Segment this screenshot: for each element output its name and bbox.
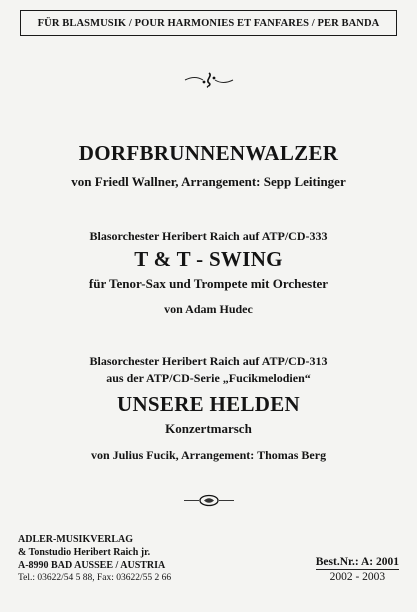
- publisher-phone: Tel.: 03622/54 5 88, Fax: 03622/55 2 66: [18, 573, 172, 583]
- piece3-series: aus der ATP/CD-Serie „Fucikmelodien“: [106, 371, 311, 385]
- piece2-credit: von Adam Hudec: [164, 302, 253, 316]
- order-years: 2002 - 2003: [329, 571, 386, 583]
- publisher-name: ADLER-MUSIKVERLAG: [18, 534, 134, 545]
- category-banner: [20, 10, 397, 36]
- publisher-logo-icon: [183, 494, 235, 507]
- piece2-source: Blasorchester Heribert Raich auf ATP/CD-333: [89, 229, 328, 243]
- publisher-address: A-8990 BAD AUSSEE / AUSTRIA: [18, 560, 166, 571]
- piece1-title: DORFBRUNNENWALZER: [78, 141, 339, 165]
- piece3-subtitle: Konzertmarsch: [165, 421, 252, 436]
- piece2-title: T & T - SWING: [134, 247, 283, 271]
- publisher-block: [18, 533, 171, 585]
- publisher-studio: & Tonstudio Heribert Raich jr.: [18, 547, 151, 558]
- category-banner-text: FÜR BLASMUSIK / POUR HARMONIES ET FANFARES / PER BANDA: [37, 17, 380, 29]
- order-number: Best.Nr.: A: 2001: [315, 556, 399, 568]
- piece3-title: UNSERE HELDEN: [116, 392, 301, 416]
- piece2-subtitle: für Tenor-Sax und Trompete mit Orchester: [88, 276, 329, 291]
- piece1-credit: von Friedl Wallner, Arrangement: Sepp Leitinger: [71, 174, 346, 189]
- piece3-source: Blasorchester Heribert Raich auf ATP/CD-313: [89, 354, 328, 368]
- piece3-credit: von Julius Fucik, Arrangement: Thomas Berg: [90, 448, 327, 462]
- clef-ornament-icon: [183, 72, 235, 88]
- order-number-block: [316, 556, 399, 583]
